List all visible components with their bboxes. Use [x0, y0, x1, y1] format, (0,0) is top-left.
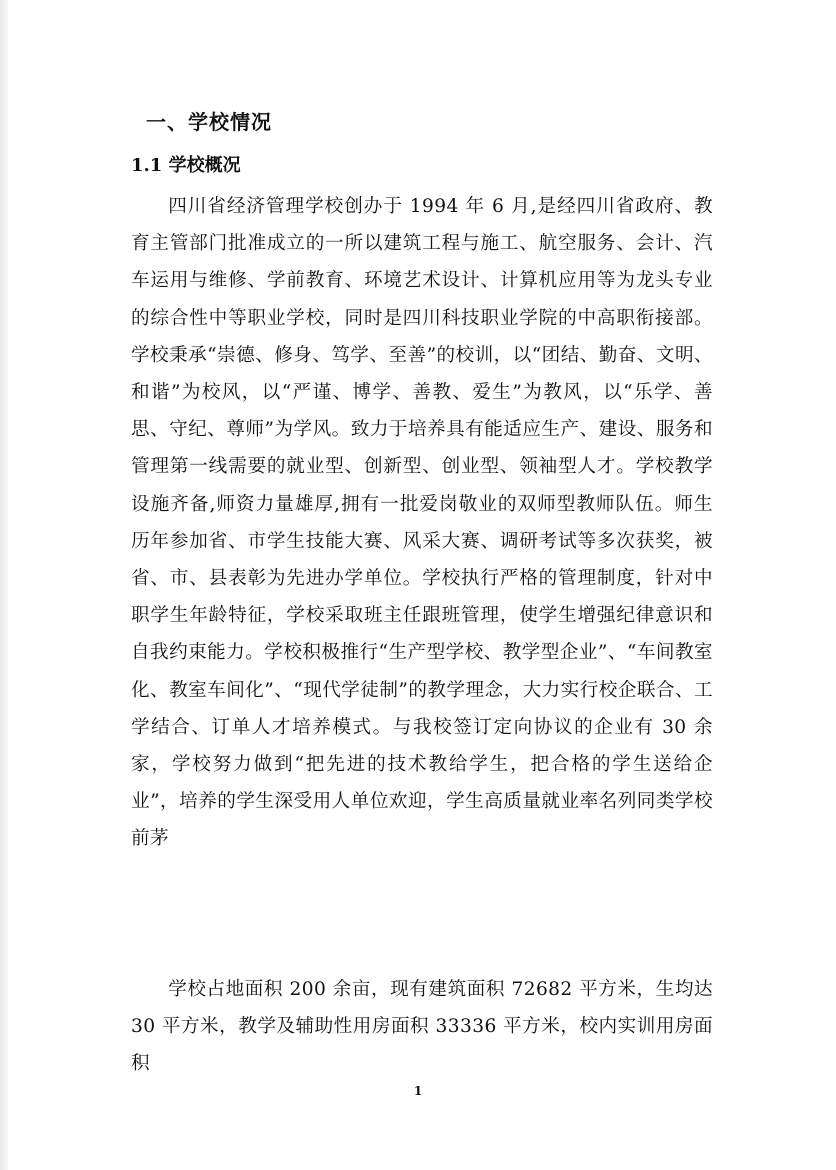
body-paragraph: 学校占地面积 200 余亩，现有建筑面积 72682 平方米，生均达 30 平方米，教学及辅助性用房面积 33336 平方米，校内实训用房面积 [131, 979, 713, 1075]
page-number: 1 [413, 1084, 423, 1098]
body-paragraph: 四川省经济管理学校创办于 1994 年 6 月,是经四川省政府、教育主管部门批准成立的一所以建筑工程与施工、航空服务、会计、汽车运用与维修、学前教育、环境艺术设计、计算机应用等为龙头专业的综合性中等职业学校，同时是四川科技职业学院的中高职衔接部。学校秉承“崇德、修身、笃学、至善”的校训，以“团结、勤奋、文明、和谐”为校风，以“严谨、博学、善教、爱生”为教风，以“乐学、善思、守纪、尊师”为学风。致力于培养具有能适应生产、建设、服务和管理第一线需要的就业型、创新型、创业型、领袖型人才。学校教学设施齐备,师资力量雄厚,拥有一批爱岗敬业的双师型教师队伍。师生历年参加省、市学生技能大赛、风采大赛、调研考试等多次获奖，被省、市、县表彰为先进办学单位。学校执行严格的管理制度，针对中职学生年龄特征，学校采取班主任跟班管理，使学生增强纪律意识和自我约束能力。学校积极推行“生产型学校、教学型企业”、“车间教室化、教室车间化”、“现代学徒制”的教学理念，大力实行校企联合、工学结合、订单人才培养模式。与我校签订定向协议的企业有 30 余家，学校努力做到“把先进的技术教给学生，把合格的学生送给企业”，培养的学生深受用人单位欢迎，学生高质量就业率名列同类学校前茅 [131, 196, 713, 850]
subsection-heading: 1.1 学校概况 [131, 155, 241, 176]
section-heading: 一、学校情况 [146, 110, 272, 134]
